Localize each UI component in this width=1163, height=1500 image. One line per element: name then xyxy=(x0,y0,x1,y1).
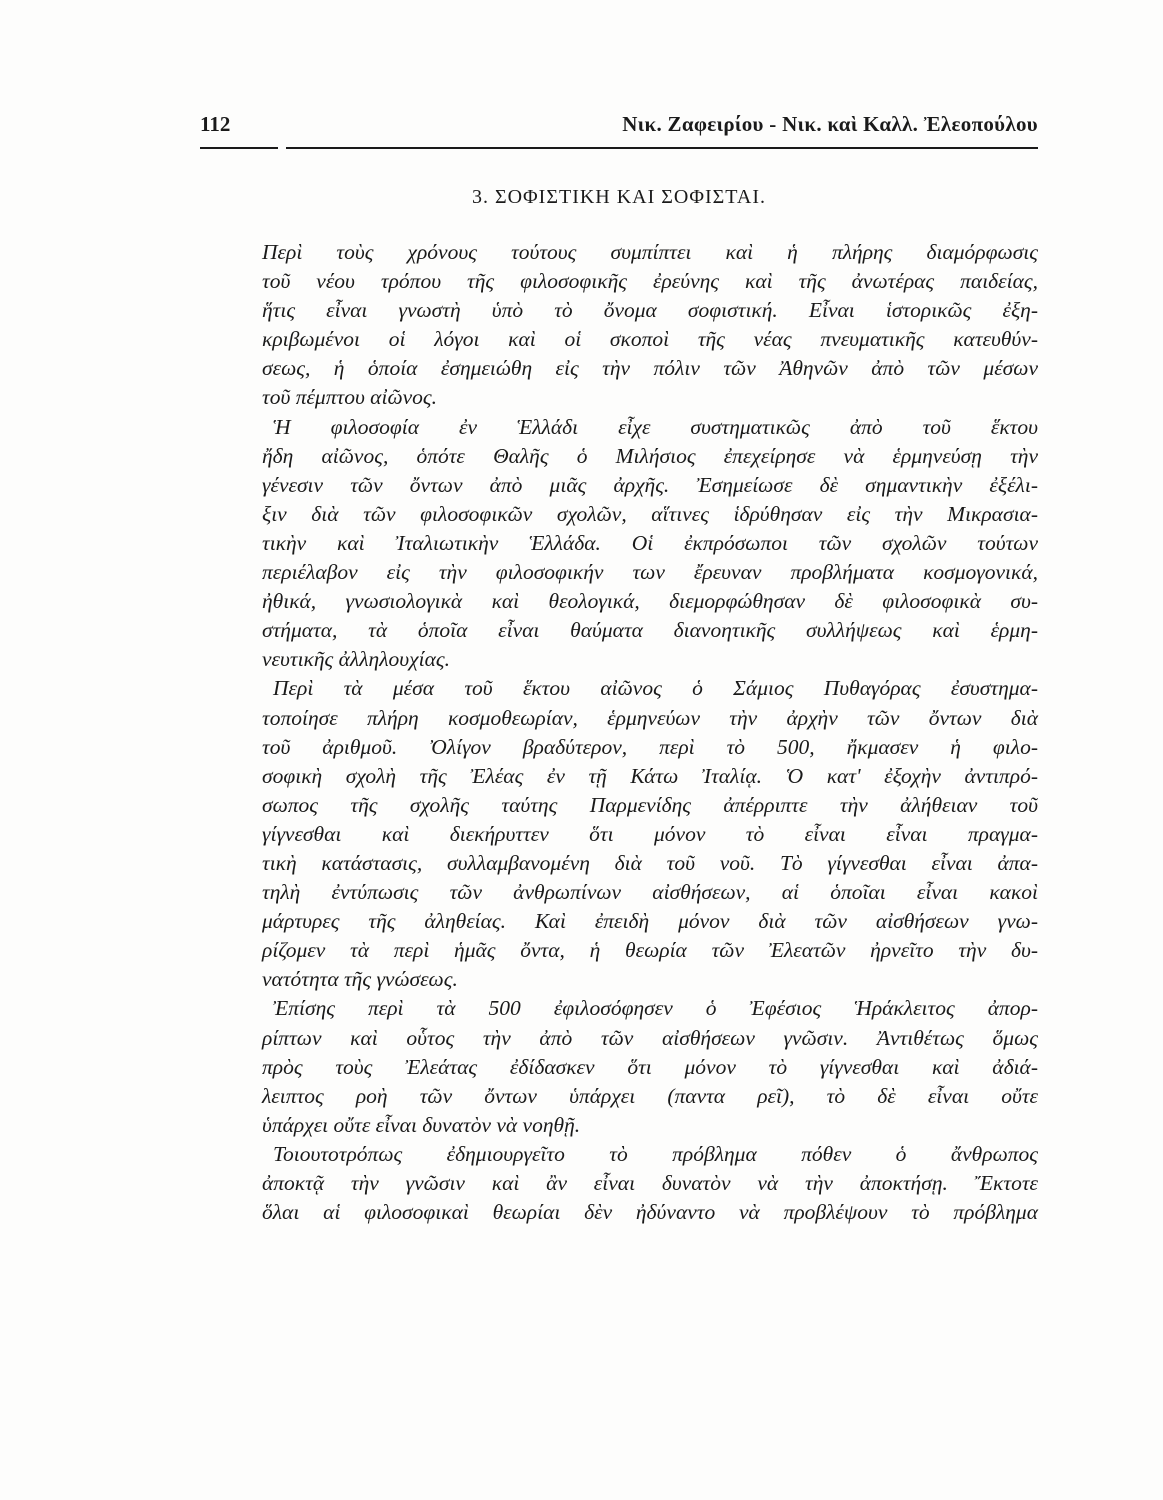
text-line: κριβωμένοι οἱ λόγοι καὶ οἱ σκοποὶ τῆς νέας πνευματικῆς κατευθύν- xyxy=(262,327,1038,352)
text-line: πρὸς τοὺς Ἐλεάτας ἐδίδασκεν ὅτι μόνον τὸ γίγνεσθαι καὶ ἀδιά- xyxy=(262,1054,1038,1079)
text-line: γένεσιν τῶν ὄντων ἀπὸ μιᾶς ἀρχῆς. Ἐσημείωσε δὲ σημαντικὴν ἐξέλι- xyxy=(262,472,1038,497)
running-head xyxy=(200,112,1038,152)
text-line: νατότητα τῆς γνώσεως. xyxy=(262,967,458,992)
text-line: τικὴ κατάστασις, συλλαμβανομένη διὰ τοῦ νοῦ. Τὸ γίγνεσθαι εἶναι ἀπα- xyxy=(262,850,1038,875)
text-line: Περὶ τοὺς χρόνους τούτους συμπίπτει καὶ ἡ πλήρης διαμόρφωσις xyxy=(262,240,1038,264)
text-line: περιέλαβον εἰς τὴν φιλοσοφικήν των ἔρευναν προβλήματα κοσμογονικά, xyxy=(262,560,1038,585)
header-rule-short xyxy=(200,147,278,149)
text-line: Τοιουτοτρόπως ἐδημιουργεῖτο τὸ πρόβλημα πόθεν ὁ ἄνθρωπος xyxy=(273,1141,1038,1166)
page-number: 112 xyxy=(200,112,231,136)
text-line: ὑπάρχει οὔτε εἶναι δυνατὸν νὰ νοηθῇ. xyxy=(262,1112,581,1137)
section-title: 3. ΣΟΦΙΣΤΙΚΗ ΚΑΙ ΣΟΦΙΣΤΑΙ. xyxy=(471,186,767,208)
text-line: σεως, ἡ ὁποία ἐσημειώθη εἰς τὴν πόλιν τῶν Ἀθηνῶν ἀπὸ τῶν μέσων xyxy=(262,356,1038,381)
text-line: λειπτος ροὴ τῶν ὄντων ὑπάρχει (παντα ρεῖ), τὸ δὲ εἶναι οὔτε xyxy=(262,1083,1038,1108)
text-line: ὅλαι αἱ φιλοσοφικαὶ θεωρίαι δὲν ἠδύναντο νὰ προβλέψουν τὸ πρόβλημα xyxy=(262,1200,1038,1225)
text-line: ἥτις εἶναι γνωστὴ ὑπὸ τὸ ὄνομα σοφιστική. Εἶναι ἱστορικῶς ἐξη- xyxy=(262,298,1038,323)
text-line: ἤδη αἰῶνος, ὁπότε Θαλῆς ὁ Μιλήσιος ἐπεχείρησε νὰ ἑρμηνεύσῃ τὴν xyxy=(262,443,1038,468)
header-rule-long xyxy=(286,147,1038,149)
text-line: γίγνεσθαι καὶ διεκήρυττεν ὅτι μόνον τὸ εἶναι εἶναι πραγμα- xyxy=(262,821,1038,846)
text-line: ρίπτων καὶ οὗτος τὴν ἀπὸ τῶν αἰσθήσεων γνῶσιν. Ἀντιθέτως ὅμως xyxy=(262,1025,1038,1050)
text-line: τοῦ νέου τρόπου τῆς φιλοσοφικῆς ἐρεύνης καὶ τῆς ἀνωτέρας παιδείας, xyxy=(262,269,1038,294)
text-line: τικὴν καὶ Ἰταλιωτικὴν Ἑλλάδα. Οἱ ἐκπρόσωποι τῶν σχολῶν τούτων xyxy=(262,530,1038,555)
text-line: Ἡ φιλοσοφία ἐν Ἑλλάδι εἶχε συστηματικῶς ἀπὸ τοῦ ἕκτου xyxy=(273,414,1038,439)
body-text xyxy=(262,238,1038,1227)
text-line: Περὶ τὰ μέσα τοῦ ἕκτου αἰῶνος ὁ Σάμιος Πυθαγόρας ἐσυστημα- xyxy=(273,676,1038,701)
text-line: σωπος τῆς σχολῆς ταύτης Παρμενίδης ἀπέρριπτε τὴν ἀλήθειαν τοῦ xyxy=(262,792,1038,817)
text-line: νευτικῆς ἀλληλουχίας. xyxy=(262,647,450,672)
text-line: στήματα, τὰ ὁποῖα εἶναι θαύματα διανοητικῆς συλλήψεως καὶ ἑρμη- xyxy=(262,618,1038,643)
text-line: τηλὴ ἐντύπωσις τῶν ἀνθρωπίνων αἰσθήσεων, αἱ ὁποῖαι εἶναι κακοὶ xyxy=(262,880,1038,905)
text-line: σοφικὴ σχολὴ τῆς Ἐλέας ἐν τῇ Κάτω Ἰταλίᾳ. Ὁ κατ' ἐξοχὴν ἀντιπρό- xyxy=(262,763,1038,788)
text-line: τοῦ ἀριθμοῦ. Ὀλίγον βραδύτερον, περὶ τὸ 500, ἤκμασεν ἡ φιλο- xyxy=(262,734,1038,759)
text-line: ἀποκτᾷ τὴν γνῶσιν καὶ ἂν εἶναι δυνατὸν νὰ τὴν ἀποκτήσῃ. Ἔκτοτε xyxy=(262,1171,1038,1195)
text-line: μάρτυρες τῆς ἀληθείας. Καὶ ἐπειδὴ μόνον διὰ τῶν αἰσθήσεων γνω- xyxy=(262,909,1038,934)
text-line: ξιν διὰ τῶν φιλοσοφικῶν σχολῶν, αἵτινες ἱδρύθησαν εἰς τὴν Μικρασια- xyxy=(262,501,1038,526)
text-line: τοποίησε πλήρη κοσμοθεωρίαν, ἑρμηνεύων τὴν ἀρχὴν τῶν ὄντων διὰ xyxy=(262,705,1038,730)
text-line: ἠθικά, γνωσιολογικὰ καὶ θεολογικά, διεμορφώθησαν δὲ φιλοσοφικὰ συ- xyxy=(262,589,1038,614)
running-head-authors: Νικ. Ζαφειρίου - Νικ. καὶ Καλλ. Ἐλεοπούλου xyxy=(622,112,1038,136)
text-line: τοῦ πέμπτου αἰῶνος. xyxy=(262,385,438,410)
text-line: Ἐπίσης περὶ τὰ 500 ἐφιλοσόφησεν ὁ Ἐφέσιος Ἡράκλειτος ἀπορ- xyxy=(273,996,1038,1021)
text-line: ρίζομεν τὰ περὶ ἡμᾶς ὄντα, ἡ θεωρία τῶν Ἐλεατῶν ἠρνεῖτο τὴν δυ- xyxy=(262,938,1038,963)
